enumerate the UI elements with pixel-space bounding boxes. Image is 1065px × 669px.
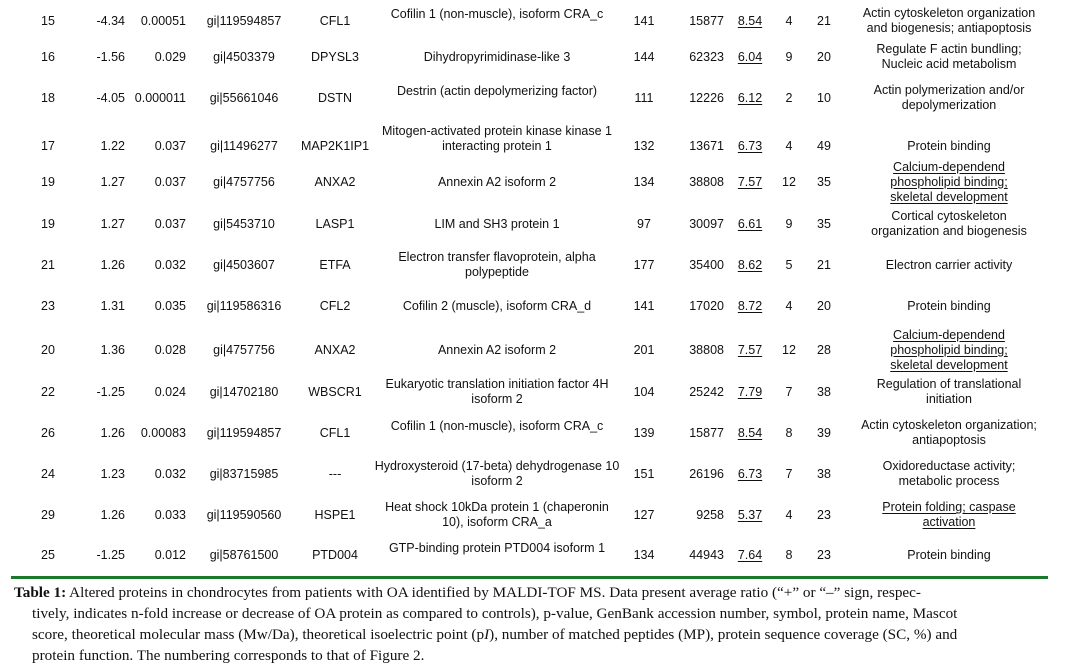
cell-sequence-coverage: 49 [817,139,831,153]
cell-p-value: 0.000011 [134,90,186,105]
cell-isoelectric-point: 6.61 [737,216,763,231]
function-line: Nucleic acid metabolism [881,57,1017,71]
function-line: and biogenesis; antiapoptosis [866,21,1032,35]
cell-isoelectric-point: 6.73 [737,139,763,153]
cell-sequence-coverage: 21 [817,13,831,28]
cell-molecular-mass: 17020 [689,298,724,313]
cell-molecular-mass: 30097 [689,216,724,231]
cell-spot-number: 16 [41,49,55,64]
cell-sequence-coverage: 23 [817,507,831,522]
function-line: initiation [926,392,972,406]
function-line: activation [922,515,976,529]
cell-matched-peptides: 9 [785,49,793,64]
cell-matched-peptides: 4 [785,507,793,522]
cell-molecular-mass: 9258 [696,507,724,522]
cell-mascot-score: 134 [633,547,655,562]
caption-text: tively, indicates n-fold increase or decrease of OA protein as compared to controls), p-value, GenBank accession number, symbol, protein name, Mascot [32,605,958,622]
caption-text: score, theoretical molecular mass (Mw/Da), theoretical isoelectric point (pI), number of matched peptides (MP), protein sequence coverage (SC, %) and [32,626,958,643]
function-line: antiapoptosis [912,433,986,447]
cell-spot-number: 23 [41,298,55,313]
cell-protein-function [840,6,1058,36]
cell-sequence-coverage: 20 [817,49,831,64]
cell-ratio: 1.36 [100,342,125,357]
cell-spot-number: 22 [41,384,55,399]
cell-genbank-accession: gi|14702180 [209,384,279,399]
cell-matched-peptides: 12 [782,174,796,189]
cell-ratio: 1.31 [100,298,125,313]
cell-p-value: 0.037 [154,174,186,189]
cell-genbank-accession: gi|83715985 [209,466,279,481]
cell-spot-number: 18 [41,90,55,105]
cell-isoelectric-point: 7.57 [737,174,763,189]
cell-symbol: CFL2 [319,298,351,313]
cell-symbol: PTD004 [312,547,358,562]
cell-p-value: 0.037 [154,139,186,153]
function-line: Calcium-dependend [893,327,1005,342]
cell-protein-name: Eukaryotic translation initiation factor 4H isoform 2 [385,377,609,406]
cell-protein-function [840,124,1058,154]
cell-isoelectric-point: 7.64 [737,547,763,562]
cell-sequence-coverage: 28 [817,342,831,357]
cell-protein-function [840,159,1058,205]
table-row [0,83,1065,113]
cell-p-value: 0.00083 [140,425,186,440]
cell-protein-name: Dihydropyrimidinase-like 3 [423,49,571,64]
cell-symbol: ANXA2 [314,342,356,357]
cell-genbank-accession: gi|119590560 [206,507,282,522]
cell-ratio: -1.25 [96,384,125,399]
cell-molecular-mass: 15877 [689,425,724,440]
cell-protein-function [840,327,1058,373]
function-line: phospholipid binding; [890,174,1008,189]
function-line: skeletal development [890,189,1008,204]
cell-mascot-score: 132 [633,139,655,153]
cell-genbank-accession: gi|4757756 [213,342,275,357]
cell-mascot-score: 144 [633,49,655,64]
table-row [0,250,1065,280]
cell-mascot-score: 139 [633,425,655,440]
function-line: Protein binding [907,298,991,313]
function-line: Actin cytoskeleton organization; [861,418,1037,432]
function-line: Electron carrier activity [885,257,1013,272]
cell-sequence-coverage: 38 [817,384,831,399]
cell-ratio: 1.23 [100,466,125,481]
cell-symbol: ANXA2 [314,174,356,189]
cell-protein-name: Heat shock 10kDa protein 1 (chaperonin 10), isoform CRA_a [385,500,609,529]
cell-molecular-mass: 13671 [689,139,724,153]
cell-matched-peptides: 8 [785,547,793,562]
cell-mascot-score: 127 [633,507,655,522]
function-line: metabolic process [898,474,1000,488]
cell-symbol: DPYSL3 [311,49,359,64]
caption-label: Table 1: [14,584,67,601]
function-line: Regulation of translational [876,377,1022,391]
cell-symbol: CFL1 [319,13,351,28]
cell-p-value: 0.024 [154,384,186,399]
cell-isoelectric-point: 8.54 [737,425,763,440]
caption-text: Altered proteins in chondrocytes from patients with OA identified by MALDI-TOF MS. Data present average ratio (“+” or “–” sign, respec- [69,584,921,601]
cell-matched-peptides: 4 [785,13,793,28]
cell-mascot-score: 177 [633,257,655,272]
cell-p-value: 0.028 [154,342,186,357]
cell-mascot-score: 201 [633,342,655,357]
cell-symbol: WBSCR1 [308,384,362,399]
cell-isoelectric-point: 7.79 [737,384,763,399]
cell-spot-number: 26 [41,425,55,440]
cell-protein-name: Hydroxysteroid (17-beta) dehydrogenase 10 isoform 2 [374,459,620,488]
caption-text: protein function. The numbering corresponds to that of Figure 2. [32,647,425,664]
cell-ratio: -1.25 [96,547,125,562]
cell-genbank-accession: gi|119594857 [206,425,282,440]
cell-p-value: 0.029 [154,49,186,64]
cell-matched-peptides: 4 [785,139,793,153]
cell-symbol: DSTN [317,90,353,105]
cell-sequence-coverage: 35 [817,174,831,189]
cell-mascot-score: 134 [633,174,655,189]
function-line: Protein binding [907,139,991,153]
cell-genbank-accession: gi|58761500 [209,547,279,562]
cell-genbank-accession: gi|119586316 [206,298,282,313]
cell-protein-name: Destrin (actin depolymerizing factor) [396,84,598,98]
cell-protein-function [840,418,1058,448]
function-line: phospholipid binding; [890,342,1008,357]
table-row [0,459,1065,489]
cell-symbol: MAP2K1IP1 [300,139,370,153]
cell-protein-name: Cofilin 1 (non-muscle), isoform CRA_c [390,7,604,21]
table-row [0,291,1065,321]
function-line: organization and biogenesis [871,224,1027,238]
cell-spot-number: 17 [41,139,55,153]
cell-ratio: 1.27 [100,216,125,231]
cell-protein-function [840,377,1058,407]
cell-molecular-mass: 15877 [689,13,724,28]
cell-protein-name: Annexin A2 isoform 2 [437,342,557,357]
cell-protein-name: Annexin A2 isoform 2 [437,174,557,189]
cell-protein-function [840,250,1058,280]
cell-isoelectric-point: 8.54 [737,13,763,28]
cell-sequence-coverage: 10 [817,90,831,105]
cell-isoelectric-point: 6.12 [737,90,763,105]
cell-matched-peptides: 5 [785,257,793,272]
cell-spot-number: 19 [41,216,55,231]
cell-p-value: 0.012 [154,547,186,562]
function-line: Actin polymerization and/or [873,83,1025,97]
cell-molecular-mass: 38808 [689,174,724,189]
cell-symbol: HSPE1 [314,507,356,522]
table-row [0,124,1065,154]
cell-isoelectric-point: 6.04 [737,49,763,64]
cell-matched-peptides: 4 [785,298,793,313]
cell-spot-number: 21 [41,257,55,272]
cell-p-value: 0.033 [154,507,186,522]
cell-genbank-accession: gi|119594857 [206,13,282,28]
cell-matched-peptides: 9 [785,216,793,231]
function-line: Actin cytoskeleton organization [862,6,1036,20]
cell-genbank-accession: gi|5453710 [213,216,275,231]
cell-matched-peptides: 7 [785,384,793,399]
cell-ratio: 1.27 [100,174,125,189]
cell-sequence-coverage: 38 [817,466,831,481]
function-line: Regulate F actin bundling; [876,42,1022,56]
cell-p-value: 0.035 [154,298,186,313]
cell-genbank-accession: gi|55661046 [209,90,279,105]
cell-ratio: 1.26 [100,425,125,440]
cell-spot-number: 24 [41,466,55,481]
cell-spot-number: 19 [41,174,55,189]
cell-ratio: -4.05 [96,90,125,105]
cell-mascot-score: 141 [633,13,655,28]
cell-protein-name: Cofilin 2 (muscle), isoform CRA_d [402,298,592,313]
cell-protein-name: Electron transfer flavoprotein, alpha polypeptide [398,250,596,279]
cell-spot-number: 20 [41,342,55,357]
cell-protein-function [840,83,1058,113]
cell-isoelectric-point: 8.62 [737,257,763,272]
table-bottom-rule [11,576,1048,579]
table-row [0,209,1065,239]
cell-protein-function [840,42,1058,72]
cell-isoelectric-point: 5.37 [737,507,763,522]
cell-molecular-mass: 62323 [689,49,724,64]
table-row [0,6,1065,36]
cell-mascot-score: 111 [634,90,654,105]
caption-first-line [14,584,921,601]
function-line: Protein binding [907,547,991,562]
cell-molecular-mass: 44943 [689,547,724,562]
cell-ratio: -1.56 [96,49,125,64]
table-row [0,541,1065,569]
cell-isoelectric-point: 6.73 [737,466,763,481]
cell-isoelectric-point: 8.72 [737,298,763,313]
function-line: Calcium-dependend [893,159,1005,174]
cell-matched-peptides: 2 [785,90,793,105]
cell-sequence-coverage: 35 [817,216,831,231]
cell-molecular-mass: 12226 [689,90,724,105]
cell-spot-number: 29 [41,507,55,522]
table-caption [14,582,1058,666]
table-row [0,42,1065,72]
cell-protein-name: Mitogen-activated protein kinase kinase 1 interacting protein 1 [382,124,612,153]
function-line: Protein folding; caspase [882,500,1016,514]
cell-mascot-score: 151 [633,466,655,481]
cell-p-value: 0.037 [154,216,186,231]
cell-ratio: 1.22 [100,139,125,153]
cell-molecular-mass: 38808 [689,342,724,357]
cell-matched-peptides: 8 [785,425,793,440]
function-line: depolymerization [901,98,997,112]
table-row [0,377,1065,407]
cell-sequence-coverage: 21 [817,257,831,272]
cell-symbol: LASP1 [315,216,355,231]
cell-molecular-mass: 35400 [689,257,724,272]
table-row [0,500,1065,530]
cell-ratio: -4.34 [96,13,125,28]
cell-spot-number: 15 [41,13,55,28]
cell-genbank-accession: gi|4503379 [213,49,275,64]
cell-matched-peptides: 7 [785,466,793,481]
cell-molecular-mass: 25242 [689,384,724,399]
cell-sequence-coverage: 20 [817,298,831,313]
cell-symbol: --- [328,466,342,481]
cell-mascot-score: 97 [637,216,651,231]
cell-protein-function [840,541,1058,569]
function-line: skeletal development [890,357,1008,372]
table-row [0,327,1065,373]
cell-protein-name: GTP-binding protein PTD004 isoform 1 [388,541,606,555]
cell-protein-function [840,459,1058,489]
cell-genbank-accession: gi|4503607 [213,257,275,272]
cell-protein-function [840,500,1058,530]
function-line: Oxidoreductase activity; [882,459,1016,473]
cell-p-value: 0.032 [154,257,186,272]
cell-molecular-mass: 26196 [689,466,724,481]
cell-genbank-accession: gi|4757756 [213,174,275,189]
cell-protein-name: LIM and SH3 protein 1 [434,216,560,231]
cell-p-value: 0.00051 [140,13,186,28]
cell-genbank-accession: gi|11496277 [210,139,278,153]
cell-ratio: 1.26 [100,257,125,272]
cell-sequence-coverage: 23 [817,547,831,562]
cell-protein-function [840,209,1058,239]
cell-ratio: 1.26 [100,507,125,522]
cell-symbol: ETFA [319,257,351,272]
cell-mascot-score: 141 [633,298,655,313]
cell-mascot-score: 104 [633,384,655,399]
cell-isoelectric-point: 7.57 [737,342,763,357]
cell-protein-name: Cofilin 1 (non-muscle), isoform CRA_c [390,419,604,433]
cell-spot-number: 25 [41,547,55,562]
cell-p-value: 0.032 [154,466,186,481]
cell-protein-function [840,291,1058,321]
cell-symbol: CFL1 [319,425,351,440]
cell-sequence-coverage: 39 [817,425,831,440]
function-line: Cortical cytoskeleton [891,209,1007,223]
table-row [0,418,1065,448]
cell-matched-peptides: 12 [782,342,796,357]
table-row [0,159,1065,205]
